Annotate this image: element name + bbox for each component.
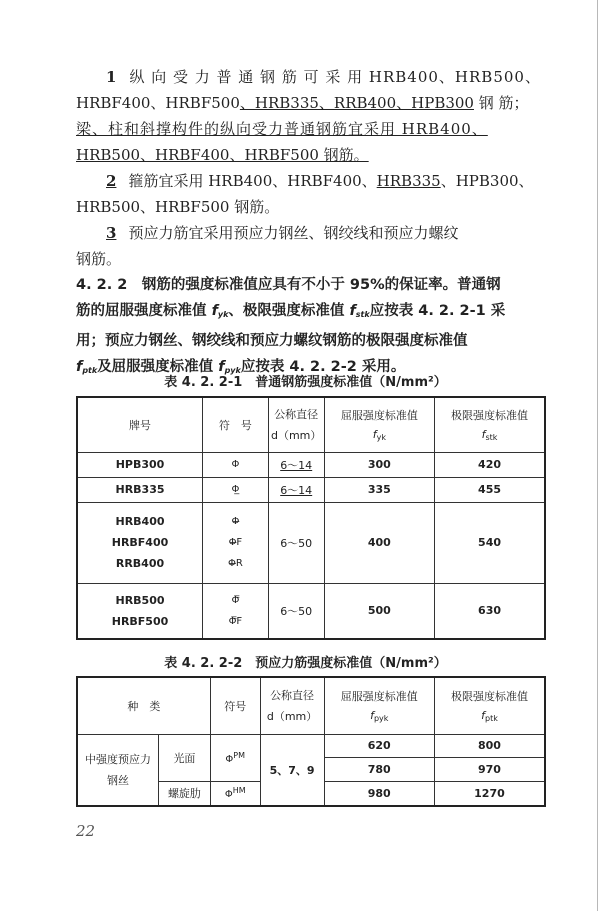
- clause-line-2a: 筋的屈服强度标准值: [76, 303, 212, 319]
- table-1-grade: HRB500 HRBF500: [77, 583, 203, 639]
- table-1-header-symbol: 符 号: [203, 397, 269, 452]
- table-row: [77, 477, 545, 502]
- symbol-f-stk: $f_{stk}$: [349, 303, 370, 319]
- table-1-ultimate: 630: [435, 583, 545, 639]
- table-2-ultimate: 800: [434, 734, 545, 757]
- table-1-caption: 表 4. 2. 2-1 普通钢筋强度标准值（N/mm²）: [164, 375, 447, 390]
- paragraph-2: [76, 168, 546, 220]
- paragraph-2-text-d: HRB500、HRBF500 钢筋。: [76, 198, 280, 216]
- table-2-symbol-hm: $\Phi^{HM}$: [210, 781, 260, 806]
- paragraph-3-text-a: 预应力筋宜采用预应力钢丝、钢绞线和预应力螺纹: [128, 224, 459, 242]
- paragraph-1: [76, 64, 546, 168]
- table-1-grade: HRB335: [77, 477, 203, 502]
- table-1-yield: 335: [324, 477, 434, 502]
- table-1-header-diameter: 公称直径 d（mm）: [268, 397, 324, 452]
- table-1-symbol: Φ̲: [203, 477, 269, 502]
- table-2-kind-smooth: 光面: [159, 734, 211, 781]
- table-2-kind-main: 中强度预应力 钢丝: [77, 734, 159, 806]
- table-2-kind-spiral: 螺旋肋: [159, 781, 211, 806]
- table-row: [77, 502, 545, 583]
- clause-line-2b: 、极限强度标准值: [228, 303, 350, 319]
- paragraph-3-text-b: 钢筋。: [76, 250, 122, 268]
- table-2: [76, 676, 546, 807]
- table-2-diameter: 5、7、9: [260, 734, 324, 806]
- table-2-caption: 表 4. 2. 2-2 预应力筋强度标准值（N/mm²）: [164, 656, 447, 671]
- table-1-ultimate: 540: [435, 502, 545, 583]
- table-1-yield: 400: [324, 502, 434, 583]
- paragraph-3: [76, 220, 546, 272]
- table-2-header-symbol: 符号: [210, 677, 260, 734]
- table-1-header-grade: 牌号: [77, 397, 203, 452]
- table-2-header-ultimate: 极限强度标准值 $f_{ptk}$: [434, 677, 545, 734]
- clause-line-4b: 应按表 4. 2. 2-2 采用。: [240, 359, 406, 375]
- paragraph-1-text-d: 钢 筋；: [473, 94, 529, 112]
- paragraph-2-number: 2: [106, 172, 117, 190]
- table-2-ultimate: 1270: [434, 781, 545, 806]
- table-2-yield: 780: [324, 757, 434, 781]
- table-row: [77, 734, 545, 757]
- table-1-diameter: 6～14: [268, 452, 324, 477]
- clause-line-4a: 及屈服强度标准值: [97, 359, 219, 375]
- clause-line-1: 钢筋的强度标准值应具有不小于 95%的保证率。普通钢: [141, 277, 501, 293]
- clause-line-2c: 应按表 4. 2. 2-1 采: [369, 303, 506, 319]
- table-1-symbol: Φ: [203, 452, 269, 477]
- table-1-diameter: 6～14: [268, 477, 324, 502]
- table-2-symbol-pm: $\Phi^{PM}$: [210, 734, 260, 781]
- paragraph-1-text-f: HRB500、HRBF400、HRBF500 钢筋。: [76, 146, 369, 164]
- table-1-header-yield: 屈服强度标准值 $f_{yk}$: [324, 397, 434, 452]
- table-1-diameter: 6～50: [268, 502, 324, 583]
- symbol-f-pyk: $f_{pyk}$: [218, 359, 241, 375]
- table-1-diameter: 6～50: [268, 583, 324, 639]
- page-number: 22: [76, 822, 96, 840]
- table-2-ultimate: 970: [434, 757, 545, 781]
- table-2-header-diameter: 公称直径 d（mm）: [260, 677, 324, 734]
- table-1-ultimate: 420: [435, 452, 545, 477]
- clause-4-2-2: [76, 272, 546, 384]
- paragraph-1-text-e: 梁、柱和斜撑构件的纵向受力普通钢筋宜采用 HRB400、: [76, 120, 488, 138]
- table-1-symbol: Φ̶ Φ̶F Φ̶R: [203, 502, 269, 583]
- table-1-grade: HPB300: [77, 452, 203, 477]
- paragraph-3-number: 3: [106, 224, 117, 242]
- page-edge-line: [597, 0, 598, 911]
- table-1: [76, 396, 546, 640]
- clause-line-3: 用；预应力钢丝、钢绞线和预应力螺纹钢筋的极限强度标准值: [76, 333, 468, 349]
- paragraph-1-number: 1: [106, 68, 118, 86]
- paragraph-1-text-c: 、HRB335、RRB400、HPB300: [239, 94, 474, 112]
- table-2-yield: 620: [324, 734, 434, 757]
- table-1-symbol: Φ̿ Φ̿F: [203, 583, 269, 639]
- symbol-f-ptk: $f_{ptk}$: [76, 359, 98, 375]
- table-1-yield: 500: [324, 583, 434, 639]
- table-2-yield: 980: [324, 781, 434, 806]
- paragraph-2-text-b: HRB335: [376, 172, 441, 190]
- paragraph-2-text-c: 、HPB300、: [440, 172, 534, 190]
- table-2-header-yield: 屈服强度标准值 $f_{pyk}$: [324, 677, 434, 734]
- paragraph-1-text-a: 纵 向 受 力 普 通 钢 筋 可 采 用 HRB400、HRB500、: [129, 68, 541, 86]
- table-1-header-ultimate: 极限强度标准值 $f_{stk}$: [435, 397, 545, 452]
- paragraph-2-text-a: 箍筋宜采用 HRB400、HRBF400、: [128, 172, 377, 190]
- clause-number: 4. 2. 2: [76, 277, 128, 293]
- table-2-header-kind: 种 类: [77, 677, 210, 734]
- table-row: [77, 583, 545, 639]
- table-1-yield: 300: [324, 452, 434, 477]
- symbol-f-yk: $f_{yk}$: [211, 303, 229, 319]
- paragraph-1-text-b: HRBF400、HRBF500: [76, 94, 240, 112]
- table-1-grade: HRB400 HRBF400 RRB400: [77, 502, 203, 583]
- table-row: [77, 452, 545, 477]
- table-1-ultimate: 455: [435, 477, 545, 502]
